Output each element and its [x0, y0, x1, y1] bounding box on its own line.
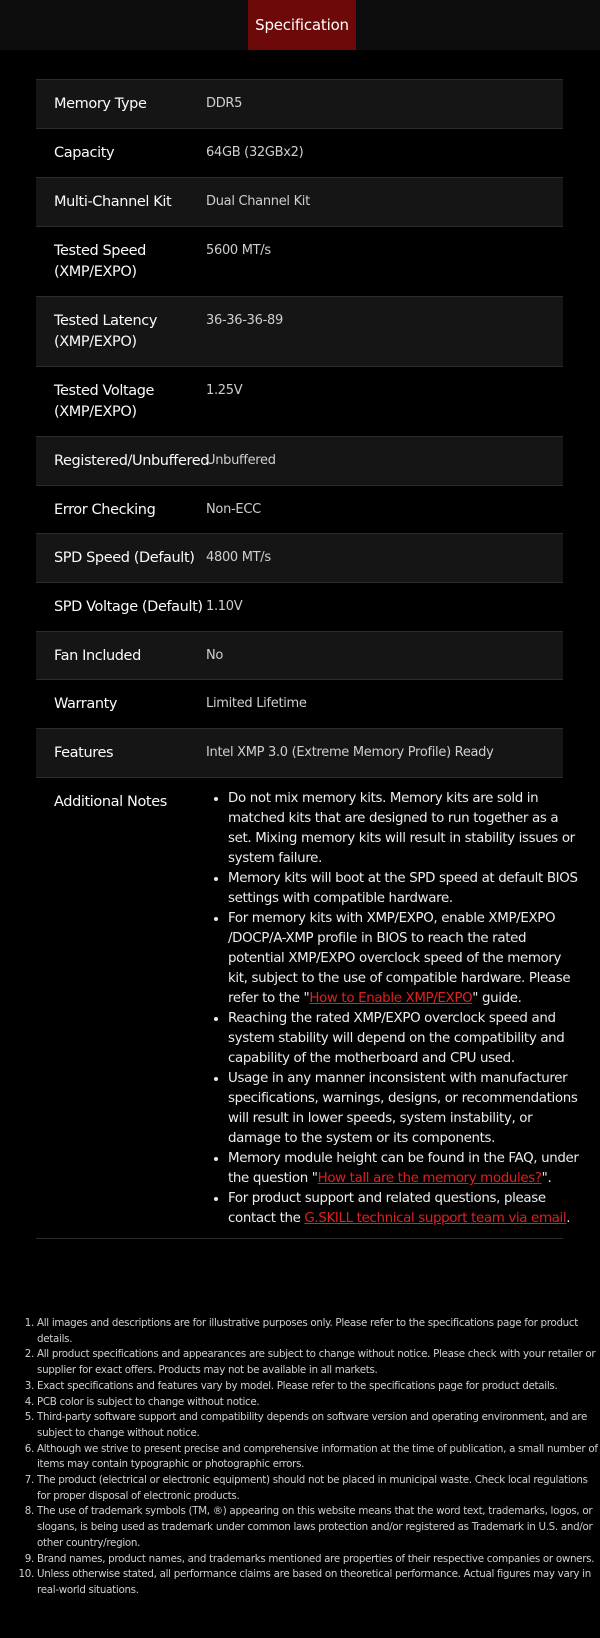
footnote-item: 3. Exact specifications and features vary by model. Please refer to the specifications page for product details.: [37, 1379, 600, 1395]
spec-row: [36, 729, 563, 778]
footnote-item: 4. PCB color is subject to change without notice.: [37, 1395, 600, 1411]
note-item: [228, 1009, 580, 1069]
spec-row-additional-notes: [36, 778, 579, 1239]
spec-value: No: [206, 648, 224, 663]
note-text: Do not mix memory kits. Memory kits are sold in matched kits that are designed to run together as a set. Mixing memory kits will result in stability issues or system failure.: [228, 791, 575, 866]
spec-row: [36, 534, 563, 583]
note-text: " guide.: [472, 991, 522, 1006]
note-item: [228, 869, 580, 909]
tab-specification[interactable]: Specification: [248, 0, 356, 50]
spec-value: 36-36-36-89: [206, 313, 283, 328]
spec-row: [36, 583, 563, 632]
note-text: Usage in any manner inconsistent with manufacturer specifications, warnings, designs, or recommendations will result in lower speeds, system instability, or damage to the system or its components.: [228, 1071, 578, 1146]
spec-value: Dual Channel Kit: [206, 194, 310, 209]
spec-value: 64GB (32GBx2): [206, 145, 304, 160]
spec-row: [36, 632, 563, 680]
spec-label: SPD Speed (Default): [54, 550, 195, 566]
spec-label: Warranty: [54, 696, 118, 712]
footnote-item: 5. Third-party software support and compatibility depends on software version and operating environment, and are subject to change without notice.: [37, 1410, 600, 1441]
note-item: [228, 1189, 580, 1229]
footnote-item: 2. All product specifications and appearances are subject to change without notice. Please check with your retailer or supplier for exact offers. Products may not be available in all markets.: [37, 1347, 600, 1378]
spec-value: 4800 MT/s: [206, 550, 271, 565]
spec-label: Memory Type: [54, 96, 147, 112]
note-text: .: [566, 1211, 571, 1226]
spec-label: Registered/Unbuffered: [54, 453, 210, 469]
note-text: Memory module height can be found in the FAQ, under the question ": [228, 1151, 579, 1186]
note-item: [228, 1069, 580, 1149]
spec-value: 1.25V: [206, 383, 243, 398]
spec-row: [36, 129, 563, 178]
spec-row: [36, 367, 563, 437]
note-text: For product support and related questions, please contact the: [228, 1191, 546, 1226]
spec-value: Unbuffered: [206, 453, 276, 468]
footnote-item: 9. Brand names, product names, and trademarks mentioned are properties of their respective companies or owners.: [37, 1552, 600, 1568]
note-text: ".: [541, 1171, 552, 1186]
spec-label: Error Checking: [54, 502, 156, 518]
footnote-item: 7. The product (electrical or electronic equipment) should not be placed in municipal waste. Check local regulations for proper disposal of electronic products.: [37, 1473, 600, 1504]
spec-label: Capacity: [54, 145, 115, 161]
support-email-link[interactable]: G.SKILL technical support team via email: [304, 1211, 567, 1226]
xmp-guide-link[interactable]: How to Enable XMP/EXPO: [309, 991, 473, 1006]
note-item: [228, 789, 580, 869]
spec-label: Fan Included: [54, 648, 141, 664]
footnote-item: 8. The use of trademark symbols (TM, ®) appearing on this website means that the word text, trademarks, logos, or slogans, is being used as trademark under common laws protection and/or registered as Trademark in U.S. and/or other country/region.: [37, 1504, 600, 1551]
spec-label: Additional Notes: [54, 794, 167, 810]
spec-label: Tested Latency (XMP/EXPO): [54, 313, 158, 350]
spec-row: [36, 80, 563, 129]
footnote-item: 1. All images and descriptions are for illustrative purposes only. Please refer to the specifications page for product details.: [37, 1316, 600, 1347]
spec-row: [36, 680, 563, 729]
note-text: Memory kits will boot at the SPD speed at default BIOS settings with compatible hardware.: [228, 871, 578, 906]
note-text: For memory kits with XMP/EXPO, enable XMP/EXPO /DOCP/A-XMP profile in BIOS to reach the rated potential XMP/EXPO overclock speed of the memory kit, subject to the use of compatible hardware. Please refer to the ": [228, 911, 571, 1006]
spec-value: 5600 MT/s: [206, 243, 271, 258]
spec-value: DDR5: [206, 96, 243, 111]
spec-label: Multi-Channel Kit: [54, 194, 172, 210]
spec-label: Tested Voltage (XMP/EXPO): [54, 383, 155, 420]
footnote-item: 10. Unless otherwise stated, all performance claims are based on theoretical performance. Actual figures may vary in real-world situations.: [37, 1567, 600, 1598]
spec-value: Intel XMP 3.0 (Extreme Memory Profile) Ready: [206, 745, 494, 760]
spec-value: Non-ECC: [206, 502, 261, 517]
spec-value: Limited Lifetime: [206, 696, 307, 711]
spec-label: Tested Speed (XMP/EXPO): [54, 243, 146, 280]
spec-row: [36, 227, 563, 297]
footnotes-list: [0, 1316, 600, 1599]
spec-row: [36, 297, 563, 367]
spec-label: SPD Voltage (Default): [54, 599, 203, 615]
note-item: [228, 1149, 580, 1189]
spec-label: Features: [54, 745, 114, 761]
note-text: Reaching the rated XMP/EXPO overclock speed and system stability will depend on the compatibility and capability of the motherboard and CPU used.: [228, 1011, 565, 1066]
note-item: [228, 909, 580, 1009]
footnote-item: 6. Although we strive to present precise and comprehensive information at the time of publication, a small number of items may contain typographic or photographic errors.: [37, 1442, 600, 1473]
spec-table: [36, 79, 579, 1239]
spec-row: [36, 437, 563, 486]
spec-value: 1.10V: [206, 599, 243, 614]
tab-bar: [0, 0, 600, 50]
spec-row: [36, 178, 563, 227]
additional-notes-list: [206, 789, 580, 1229]
module-height-faq-link[interactable]: How tall are the memory modules?: [317, 1171, 542, 1186]
spec-row: [36, 486, 563, 534]
